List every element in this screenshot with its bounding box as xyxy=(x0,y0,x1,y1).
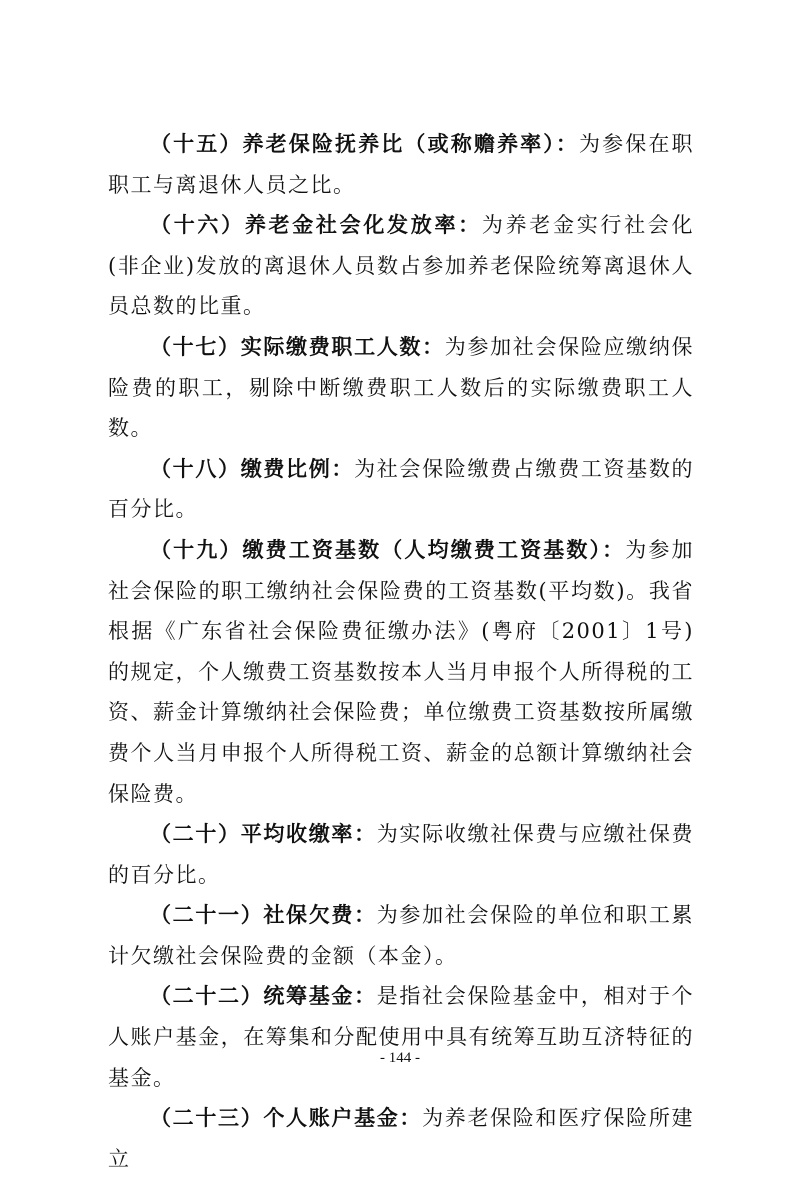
body-text xyxy=(108,124,694,1179)
definition-text: 为参保在职职工与离退休人员之比。 xyxy=(108,132,695,197)
paragraph xyxy=(108,327,694,449)
definition-text: 为养老金实行社会化(非企业)发放的离退休人员数占参加养老保险统筹离退休人员总数的比重。 xyxy=(108,213,695,319)
paragraph xyxy=(108,1098,694,1179)
paragraph xyxy=(108,814,694,895)
paragraph xyxy=(108,530,694,814)
term-heading: （十七）实际缴费职工人数： xyxy=(150,333,445,359)
term-heading: （二十三）个人账户基金： xyxy=(150,1105,423,1131)
term-heading: （十六）养老金社会化发放率： xyxy=(150,212,482,238)
definition-text: 为实际收缴社保费与应缴社保费的百分比。 xyxy=(108,822,695,887)
paragraph xyxy=(108,895,694,976)
term-heading: （二十二）统筹基金： xyxy=(150,983,377,1009)
term-heading: （十九）缴费工资基数（人均缴费工资基数）： xyxy=(150,536,626,562)
definition-text: 为养老保险和医疗保险所建立 xyxy=(108,1106,695,1171)
definition-text: 为参加社会保险的单位和职工累计欠缴社会保险费的金额（本金）。 xyxy=(108,903,695,968)
term-heading: （十八）缴费比例： xyxy=(150,455,355,481)
definition-text: 为社会保险缴费占缴费工资基数的百分比。 xyxy=(108,456,695,522)
definition-text: 为参加社会保险应缴纳保险费的职工，剔除中断缴费职工人数后的实际缴费职工人数。 xyxy=(108,334,695,441)
term-heading: （十五）养老保险抚养比（或称赡养率）： xyxy=(150,131,579,156)
paragraph xyxy=(108,124,694,205)
paragraph xyxy=(108,205,694,327)
term-heading: （二十）平均收缴率： xyxy=(150,821,377,847)
definition-text: 是指社会保险基金中，相对于个人账户基金，在筹集和分配使用中具有统筹互助互济特征的基金。 xyxy=(108,984,695,1090)
definition-text: 为参加社会保险的职工缴纳社会保险费的工资基数(平均数)。我省根据《广东省社会保险费征缴办法》(粤府〔2001〕1号)的规定，个人缴费工资基数按本人当月申报个人所得税的工资、薪金计算缴纳社会保险费；单位缴费工资基数按所属缴费个人当月申报个人所得税工资、薪金的总额计算缴纳社会保险费。 xyxy=(108,537,695,806)
paragraph xyxy=(108,449,694,530)
page-number: - 144 - xyxy=(380,1050,420,1066)
paragraph xyxy=(108,976,694,1098)
term-heading: （二十一）社保欠费： xyxy=(150,902,377,928)
